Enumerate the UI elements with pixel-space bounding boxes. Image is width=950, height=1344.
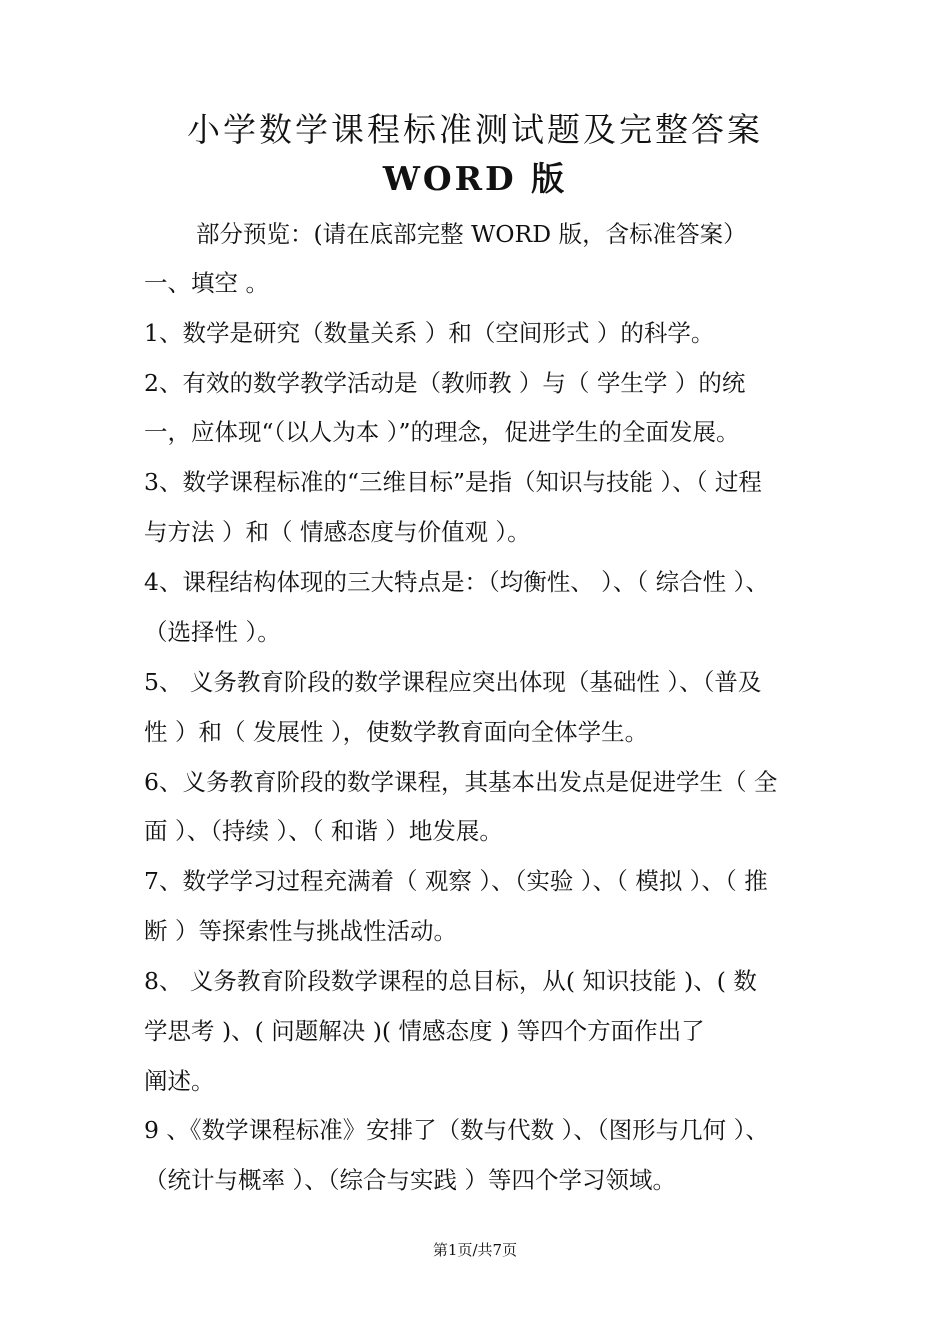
question-line: 7、数学学习过程充满着（ 观察 ）、（实验 ）、（ 模拟 ）、（ 推 [144,867,768,895]
question-line: （选择性 ）。 [144,618,281,646]
page-number: 第1页/共7页 [432,1241,518,1259]
question-line: 4、课程结构体现的三大特点是：（均衡性、 ）、（ 综合性 ）、 [144,568,769,596]
document-title: 小学数学课程标准测试题及完整答案 [187,110,763,149]
question-line: 3、数学课程标准的“三维目标”是指（知识与技能 ）、（ 过程 [144,468,762,496]
question-line: 面 ）、（持续 ）、（ 和谐 ）地发展。 [144,817,503,845]
question-line: 5、 义务教育阶段的数学课程应突出体现（基础性 ）、（普及 [144,668,762,696]
question-line: 1、数学是研究（数量关系 ）和（空间形式 ）的科学。 [144,319,715,347]
question-line: 9 、《数学课程标准》安排了（数与代数 ）、（图形与几何 ）、 [144,1116,769,1144]
question-line: 8、 义务教育阶段数学课程的总目标，从( 知识技能 )、( 数 [144,967,757,995]
question-line: 6、义务教育阶段的数学课程，其基本出发点是促进学生（ 全 [144,768,778,796]
question-line: 与方法 ）和（ 情感态度与价值观 ）。 [144,518,531,546]
question-line: 2、有效的数学教学活动是（教师教 ）与（ 学生学 ）的统 [144,369,746,397]
document-subtitle: WORD 版 [382,159,568,198]
question-line: 断 ）等探索性与挑战性活动。 [144,917,457,945]
question-line: 阐述。 [144,1067,215,1095]
section-heading: 一、填空 。 [144,269,269,297]
preview-note: 部分预览：(请在底部完整 WORD 版，含标准答案） [196,220,747,248]
question-line: 学思考 )、( 问题解决 )( 情感态度 ) 等四个方面作出了 [144,1017,705,1045]
question-line: 一，应体现“（以人为本 ）”的理念，促进学生的全面发展。 [144,418,740,446]
question-line: （统计与概率 ）、（综合与实践 ）等四个学习领域。 [144,1166,676,1194]
question-line: 性 ）和（ 发展性 ），使数学教育面向全体学生。 [144,718,649,746]
